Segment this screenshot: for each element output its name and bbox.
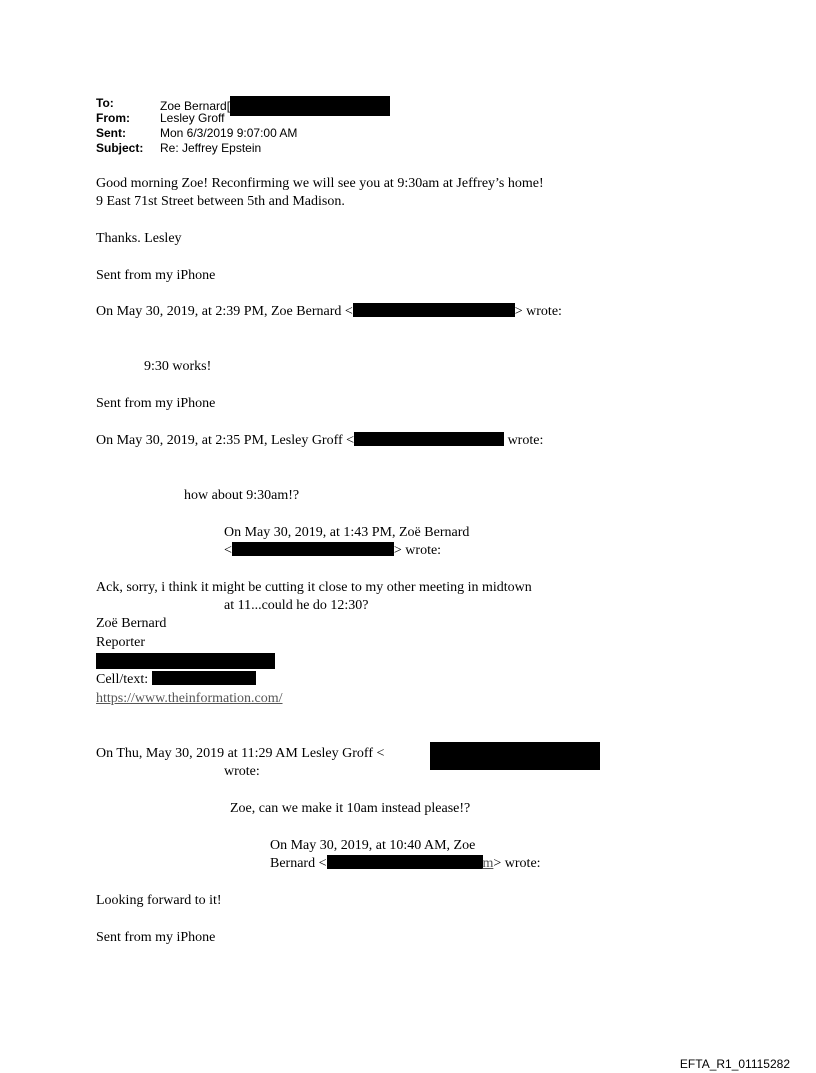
thanks-line: Thanks. Lesley [96,231,182,246]
redaction-box [152,671,256,685]
quote-header-5-line-2 [270,854,541,873]
from-label: From: [96,111,130,125]
quote-header-5-open: Bernard < [270,856,327,871]
sent-label: Sent: [96,126,126,140]
looking-forward-line: Looking forward to it! [96,893,222,908]
quote-header-4-line-2: wrote: [224,764,260,779]
body-line-1: Good morning Zoe! Reconfirming we will see you at 9:30am at Jeffrey’s home! [96,176,544,191]
to-label: To: [96,96,114,110]
quote-header-5-line-1: On May 30, 2019, at 10:40 AM, Zoe [270,838,476,853]
how-about-line: how about 9:30am!? [184,488,300,503]
quote-header-2-text: On May 30, 2019, at 2:35 PM, Lesley Groff < [96,433,355,448]
quote-header-2-end: wrote: [504,433,544,448]
redaction-box [354,432,504,446]
redaction-box [327,855,483,869]
from-value: Lesley Groff [160,111,225,125]
sent-from-iphone-1: Sent from my iPhone [96,268,216,283]
redaction-box [96,653,275,669]
works-line: 9:30 works! [144,359,212,374]
from-row [96,111,516,126]
redaction-box [232,542,394,556]
email-header [96,96,516,160]
quote-header-1-end: > wrote: [514,304,562,319]
document-id: EFTA_R1_01115282 [679,1057,790,1071]
quote-header-3-line-1: On May 30, 2019, at 1:43 PM, Zoë Bernard [224,525,470,540]
signature-cell [96,670,256,689]
subject-value: Re: Jeffrey Epstein [160,141,262,155]
signature-title: Reporter [96,635,145,650]
redaction-box [353,303,515,317]
quote-header-2 [96,431,543,450]
sent-row [96,126,516,141]
subject-row [96,141,516,156]
ack-line-2: at 11...could he do 12:30? [224,598,369,613]
quote-header-3-line-2 [224,541,441,560]
signature-cell-label: Cell/text: [96,672,152,687]
quote-header-4-line-1 [96,744,384,763]
sent-value: Mon 6/3/2019 9:07:00 AM [160,126,298,140]
redaction-box [430,742,600,770]
quote-header-1-text: On May 30, 2019, at 2:39 PM, Zoe Bernard < [96,304,353,319]
subject-label: Subject: [96,141,144,155]
quote-header-5-end: > wrote: [493,856,541,871]
ack-line-1: Ack, sorry, i think it might be cutting it close to my other meeting in midtown [96,580,532,595]
signature-website-link[interactable]: https://www.theinformation.com/ [96,691,283,706]
to-row [96,96,516,111]
body-line-2: 9 East 71st Street between 5th and Madison. [96,194,345,209]
sent-from-iphone-3: Sent from my iPhone [96,930,216,945]
quote-header-1 [96,302,562,321]
signature-name: Zoë Bernard [96,616,167,631]
quote-header-4-text: On Thu, May 30, 2019 at 11:29 AM Lesley Groff < [96,746,385,761]
to-name: Zoe Bernard[ [160,99,231,113]
quote-header-3-end: > wrote: [393,543,442,558]
quote-header-3-open: < [224,543,232,558]
make-it-line: Zoe, can we make it 10am instead please!? [230,801,471,816]
quote-header-5-link-tail: m [482,856,494,871]
sent-from-iphone-2: Sent from my iPhone [96,396,216,411]
